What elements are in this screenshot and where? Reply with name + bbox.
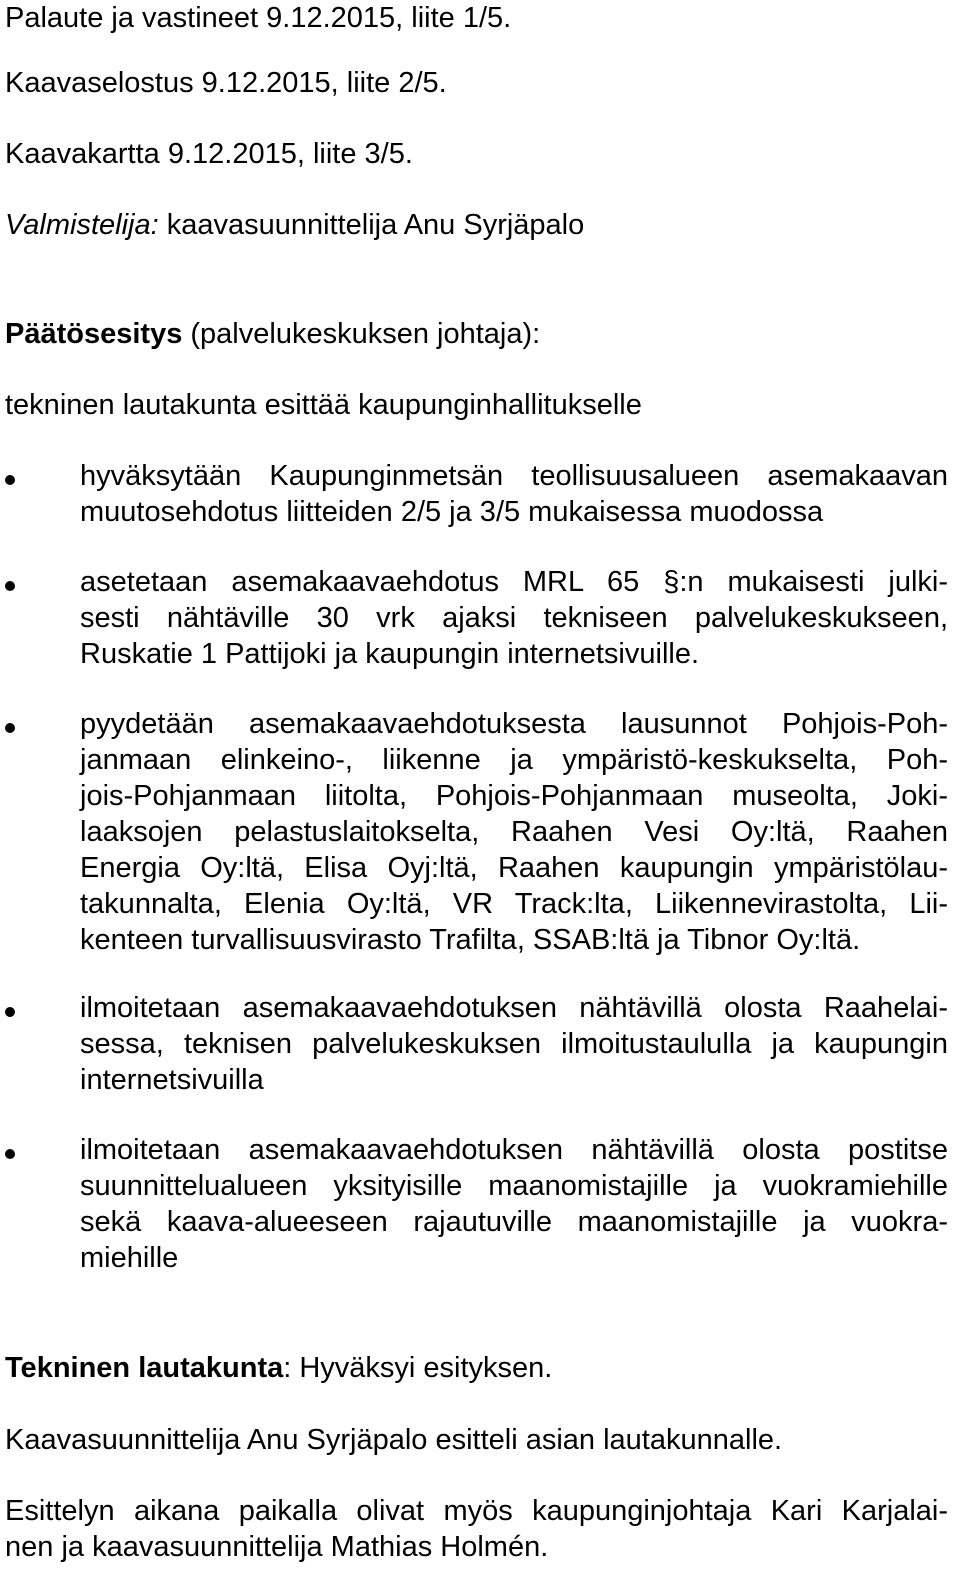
bullet-dot bbox=[5, 723, 15, 733]
bullet-line: Ruskatie 1 Pattijoki ja kaupungin internetsivuille. bbox=[80, 638, 700, 670]
bullet-line: suunnittelualueen yksityisille maanomistajille ja vuokramiehille bbox=[80, 1170, 948, 1202]
proposal-value: (palvelukeskuksen johtaja): bbox=[182, 318, 541, 350]
attendees-paragraph bbox=[5, 1493, 948, 1565]
bullet-line: miehille bbox=[80, 1242, 179, 1274]
bullet-item-2 bbox=[80, 564, 948, 672]
preparer-value: kaavasuunnittelija Anu Syrjäpalo bbox=[158, 209, 585, 241]
preparer-line bbox=[5, 207, 584, 243]
attachment-3: Kaavakartta 9.12.2015, liite 3/5. bbox=[5, 138, 413, 170]
decision-value: : Hyväksyi esityksen. bbox=[283, 1352, 553, 1384]
bullet-line: sessa, teknisen palvelukeskuksen ilmoitustaululla ja kaupungin bbox=[80, 1028, 948, 1060]
bullet-line: pyydetään asemakaavaehdotuksesta lausunnot Pohjois-Poh- bbox=[80, 708, 948, 740]
bullet-line: jois-Pohjanmaan liitolta, Pohjois-Pohjanmaan museolta, Joki- bbox=[80, 780, 948, 812]
bullet-line: sesti nähtäville 30 vrk ajaksi tekniseen palvelukeskukseen, bbox=[80, 602, 948, 634]
decision-line bbox=[5, 1350, 552, 1386]
bullet-dot bbox=[5, 581, 15, 591]
bullet-dot bbox=[5, 1149, 15, 1159]
bullet-line: muutosehdotus liitteiden 2/5 ja 3/5 mukaisessa muodossa bbox=[80, 496, 824, 528]
attachment-2: Kaavaselostus 9.12.2015, liite 2/5. bbox=[5, 67, 447, 99]
bullet-line: laaksojen pelastuslaitokselta, Raahen Vesi Oy:ltä, Raahen bbox=[80, 816, 948, 848]
bullet-line: ilmoitetaan asemakaavaehdotuksen nähtävillä olosta postitse bbox=[80, 1134, 948, 1166]
attendees-line: nen ja kaavasuunnittelija Mathias Holmén. bbox=[5, 1531, 549, 1563]
bullet-line: asetetaan asemakaavaehdotus MRL 65 §:n mukaisesti julki- bbox=[80, 566, 948, 598]
attendees-line: Esittelyn aikana paikalla olivat myös kaupunginjohtaja Kari Karjalai- bbox=[5, 1495, 948, 1527]
bullet-item-5 bbox=[80, 1132, 948, 1276]
bullet-line: janmaan elinkeino-, liikenne ja ympäristö-keskukselta, Poh- bbox=[80, 744, 948, 776]
bullet-line: hyväksytään Kaupunginmetsän teollisuusalueen asemakaavan bbox=[80, 460, 948, 492]
preparer-label: Valmistelija: bbox=[5, 209, 159, 241]
bullet-line: Energia Oy:ltä, Elisa Oyj:ltä, Raahen kaupungin ympäristölau- bbox=[80, 852, 948, 884]
bullet-line: kenteen turvallisuusvirasto Trafilta, SSAB:ltä ja Tibnor Oy:ltä. bbox=[80, 924, 861, 956]
bullet-item-4 bbox=[80, 990, 948, 1098]
bullet-dot bbox=[5, 1007, 15, 1017]
decision-label: Tekninen lautakunta bbox=[5, 1352, 284, 1384]
bullet-line: ilmoitetaan asemakaavaehdotuksen nähtävillä olosta Raahelai- bbox=[80, 992, 948, 1024]
presenter-line: Kaavasuunnittelija Anu Syrjäpalo esitteli asian lautakunnalle. bbox=[5, 1424, 783, 1456]
attachment-1: Palaute ja vastineet 9.12.2015, liite 1/5. bbox=[5, 2, 512, 34]
bullet-line: takunnalta, Elenia Oy:ltä, VR Track:lta, Liikennevirastolta, Lii- bbox=[80, 888, 948, 920]
proposal-line bbox=[5, 316, 540, 352]
proposal-label: Päätösesitys bbox=[5, 318, 183, 350]
bullet-item-3 bbox=[80, 706, 948, 958]
bullet-line: sekä kaava-alueeseen rajautuville maanomistajille ja vuokra- bbox=[80, 1206, 948, 1238]
intro-line: tekninen lautakunta esittää kaupunginhallitukselle bbox=[5, 389, 642, 421]
bullet-line: internetsivuilla bbox=[80, 1064, 264, 1096]
bullet-item-1 bbox=[80, 458, 948, 530]
bullet-dot bbox=[5, 475, 15, 485]
